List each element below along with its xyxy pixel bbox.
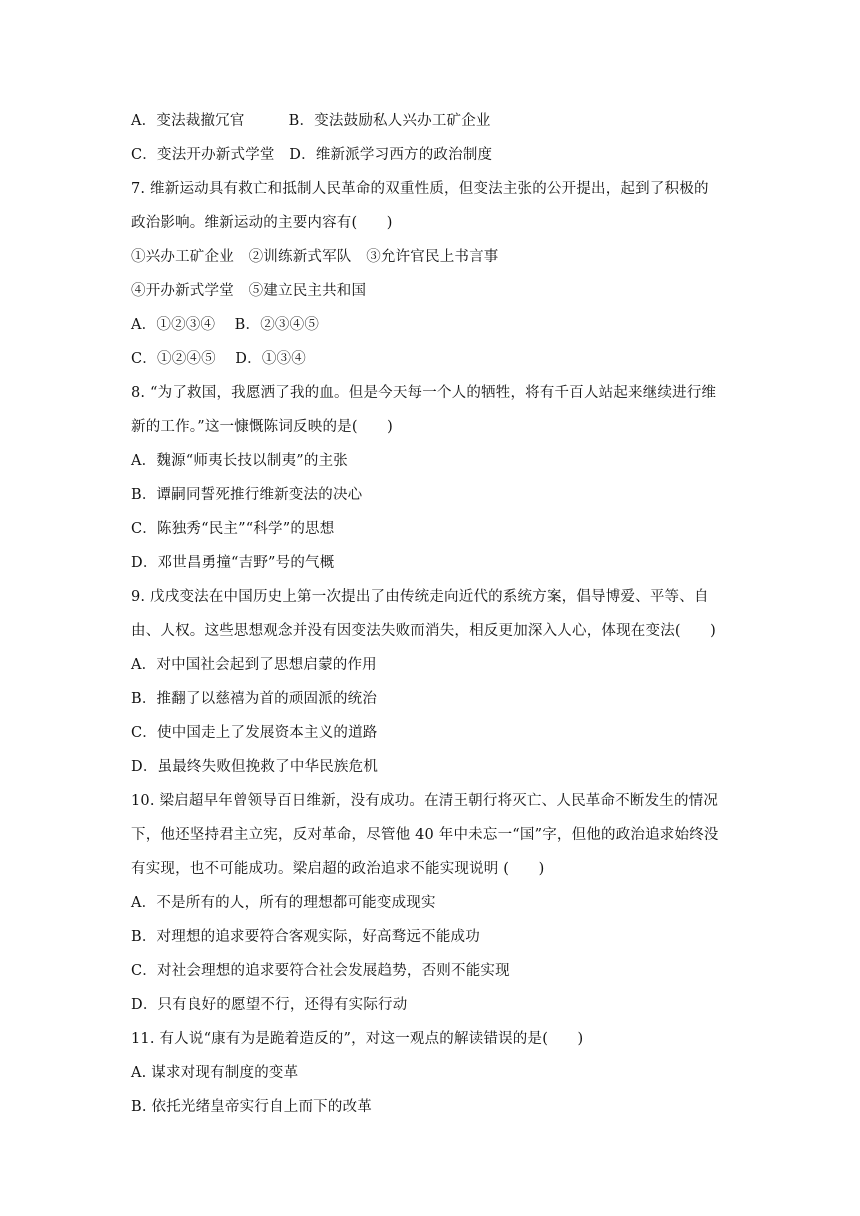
q10-option-a: A．不是所有的人，所有的理想都可能变成现实	[131, 895, 436, 911]
q9-option-b: B．推翻了以慈禧为首的顽固派的统治	[131, 691, 378, 707]
q11-option-a: A. 谋求对现有制度的变革	[131, 1065, 299, 1081]
q9-option-c: C．使中国走上了发展资本主义的道路	[131, 725, 378, 741]
q7-stem-line2: 政治影响。维新运动的主要内容有( )	[131, 215, 393, 231]
q11-stem: 11. 有人说“康有为是跪着造反的”，对这一观点的解读错误的是( )	[131, 1031, 584, 1047]
q6-options-cd: C．变法开办新式学堂 D．维新派学习西方的政治制度	[131, 147, 493, 163]
q10-option-c: C．对社会理想的追求要符合社会发展趋势，否则不能实现	[131, 963, 510, 979]
q7-options-ab: A．①②③④ B．②③④⑤	[131, 317, 320, 333]
q9-stem-line2: 由、人权。这些思想观念并没有因变法失败而消失，相反更加深入人心，体现在变法( )	[131, 623, 717, 639]
q10-stem-line2: 下，他还坚持君主立宪，反对革命，尽管他 40 年中未忘一“国”字，但他的政治追求始终没	[131, 827, 719, 843]
q9-option-a: A．对中国社会起到了思想启蒙的作用	[131, 657, 377, 673]
q11-option-b: B. 依托光绪皇帝实行自上而下的改革	[131, 1099, 372, 1115]
q8-option-d: D．邓世昌勇撞“吉野”号的气概	[131, 555, 335, 571]
q10-option-d: D．只有良好的愿望不行，还得有实际行动	[131, 997, 408, 1013]
q8-stem-line1: 8. “为了救国，我愿洒了我的血。但是今天每一个人的牺牲，将有千百人站起来继续进行维	[131, 385, 717, 401]
q7-items-line1: ①兴办工矿企业 ②训练新式军队 ③允许官民上书言事	[131, 249, 499, 265]
q9-option-d: D．虽最终失败但挽救了中华民族危机	[131, 759, 379, 775]
q7-stem-line1: 7. 维新运动具有救亡和抵制人民革命的双重性质，但变法主张的公开提出，起到了积极的	[131, 181, 709, 197]
q10-option-b: B．对理想的追求要符合客观实际，好高骛远不能成功	[131, 929, 480, 945]
q8-stem-line2: 新的工作。”这一慷慨陈词反映的是( )	[131, 419, 393, 435]
q8-option-a: A．魏源“师夷长技以制夷”的主张	[131, 453, 348, 469]
q10-stem-line1: 10. 梁启超早年曾领导百日维新，没有成功。在清王朝行将灭亡、人民革命不断发生的情况	[131, 793, 719, 809]
q9-stem-line1: 9. 戊戌变法在中国历史上第一次提出了由传统走向近代的系统方案，倡导博爱、平等、自	[131, 589, 709, 605]
q6-options-ab: A．变法裁撤冗官 B．变法鼓励私人兴办工矿企业	[131, 113, 491, 129]
q10-stem-line3: 有实现，也不可能成功。梁启超的政治追求不能实现说明 ( )	[131, 861, 545, 877]
q8-option-c: C．陈独秀“民主”“科学”的思想	[131, 521, 335, 537]
q7-items-line2: ④开办新式学堂 ⑤建立民主共和国	[131, 283, 367, 299]
q8-option-b: B．谭嗣同誓死推行维新变法的决心	[131, 487, 363, 503]
q7-options-cd: C．①②④⑤ D．①③④	[131, 351, 306, 367]
